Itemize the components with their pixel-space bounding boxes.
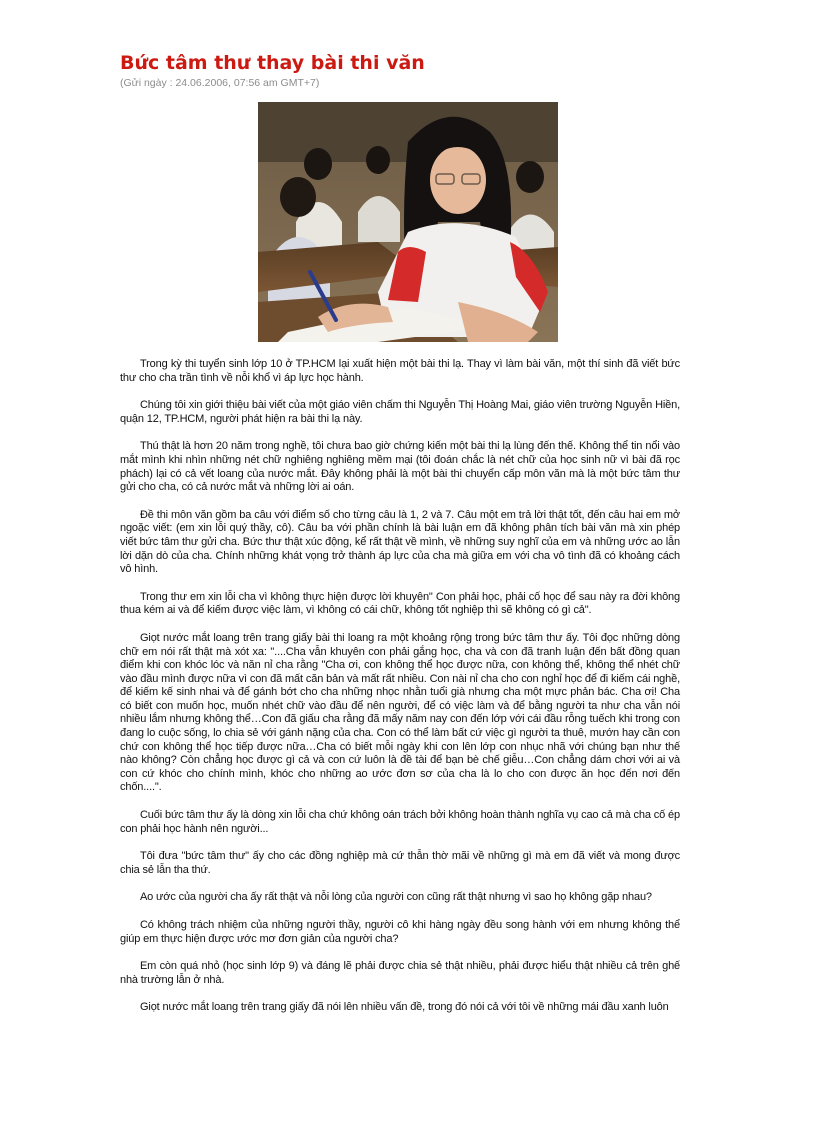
article [120,50,680,1029]
paragraph: Trong thư em xin lỗi cha vì không thực hiện được lời khuyên" Con phải học, phải cố học để sau này ra đời không thua kém ai và để kiếm được việc làm, vì không có cái chữ, không tốt nghiệp thì sẽ không có gì cả". [120,590,680,617]
article-date: (Gửi ngày : 24.06.2006, 07:56 am GMT+7) [120,77,320,89]
paragraph: Tôi đưa "bức tâm thư" ấy cho các đồng nghiệp mà cứ thẫn thờ mãi về những gì mà em đã viết và mong được chia sẻ lẫn tha thứ. [120,850,680,876]
paragraph: Giọt nước mắt loang trên trang giấy đã nói lên nhiều vấn đề, trong đó nói cả với tôi về những mái đầu xanh luôn [140,1001,669,1014]
paragraph: Thú thật là hơn 20 năm trong nghề, tôi chưa bao giờ chứng kiến một bài thi lạ lùng đến thế. Không thể tin nổi vào mắt mình khi nhìn những nét chữ nghiêng nghiêng mềm mại (tôi đoán chắc là nét chữ của học sinh nữ vì bài đã rọc phách) lại có cả vết loang của nước mắt. Đây không phải là một bài thi chuyển cấp môn văn mà là một bức tâm thư gửi cho cha, có cả nước mắt và những lời ai oán. [120,440,680,494]
paragraph: Cuối bức tâm thư ấy là dòng xin lỗi cha chứ không oán trách bởi không hoàn thành nghĩa vụ cao cả mà cha cố ép con phải học hành nên người... [120,809,680,835]
article-photo [258,102,558,342]
article-body [120,358,680,1015]
paragraph: Đề thi môn văn gồm ba câu với điểm số cho từng câu là 1, 2 và 7. Câu một em trả lời thật tốt, đến câu hai em mở ngoặc viết: (em xin lỗi quý thầy, cô). Câu ba với phần chính là bài luận em đã không phân tích bài văn mà xin phép viết bức tâm thư gửi cha. Bức thư thật xúc động, kể rất thật về mình, về những suy nghĩ của em và những ước ao lẫn lời dặn dò của cha. Chính những khát vọng trở thành áp lực của cha mà giữa em với cha vô tình đã có khoảng cách vô hình. [120,508,680,576]
paragraph: Ao ước của người cha ấy rất thật và nỗi lòng của người con cũng rất thật nhưng vì sao họ không gặp nhau? [140,891,652,904]
paragraph: Có không trách nhiệm của những người thầy, người cô khi hàng ngày đều song hành với em nhưng không thể giúp em thực hiện được ước mơ đơn giản của người cha? [120,919,680,945]
article-title: Bức tâm thư thay bài thi văn [120,52,425,74]
paragraph: Chúng tôi xin giới thiệu bài viết của một giáo viên chấm thi Nguyễn Thị Hoàng Mai, giáo viên trường Nguyễn Hiền, quận 12, TP.HCM, người phát hiện ra bài thi lạ này. [120,399,680,425]
paragraph: Trong kỳ thi tuyển sinh lớp 10 ở TP.HCM lại xuất hiện một bài thi lạ. Thay vì làm bài văn, một thí sinh đã viết bức thư cho cha trần tình về nỗi khổ vì áp lực học hành. [120,358,680,384]
paragraph: Em còn quá nhỏ (học sinh lớp 9) và đáng lẽ phải được chia sẻ thật nhiều, phải được hiểu thật nhiều cả trên ghế nhà trường lẫn ở nhà. [120,960,680,986]
paragraph: Giọt nước mắt loang trên trang giấy bài thi loang ra một khoảng rộng trong bức tâm thư ấy. Tôi đọc những dòng chữ em nói rất thật mà xót xa: "....Cha vẫn khuyên con phải gắng học, cha và con đã tranh luận đến bất đồng quan điểm khi con khóc lóc và năn nỉ cha rằng "Cha ơi, con không thể học được nữa, con không thể, không thể nhét chữ vào đầu mình được nữa vì con đã mất căn bản và mất rất nhiều. Con nài nỉ cha cho con nghỉ học để đi kiếm cái nghề, để kiếm kế sinh nhai và để gánh bớt cho cha những nhọc nhằn tuổi già nhưng cha một mực phản bác. Cha ơi! Cha có biết con muốn học, muốn nhét chữ vào đầu để nên người, để có việc làm và để bằng người ta như cha vẫn nói nhiều lắm nhưng không thể…Con đã giấu cha rằng đã mấy năm nay con đến lớp với cái đầu rỗng tuếch khi trong con đang lo cuộc sống, lo chia sẻ với gánh nặng của cha. Con có thể làm bất cứ việc gì người ta thuê, mướn hay cần con chứ con không thể học tiếp được nữa…Cha có biết mỗi ngày khi con lên lớp con nhục nhã với chúng bạn như thế nào không? Còn chẳng học được gì cả và con cứ luôn là đề tài để bạn bè chế giễu…Con chẳng dám chơi với ai và con cứ khóc cho chính mình, khóc cho những ao ước đơn sơ của cha là lo cho con được ăn học đến nơi đến chốn....". [120,631,680,794]
exam-room-photo [258,102,558,342]
